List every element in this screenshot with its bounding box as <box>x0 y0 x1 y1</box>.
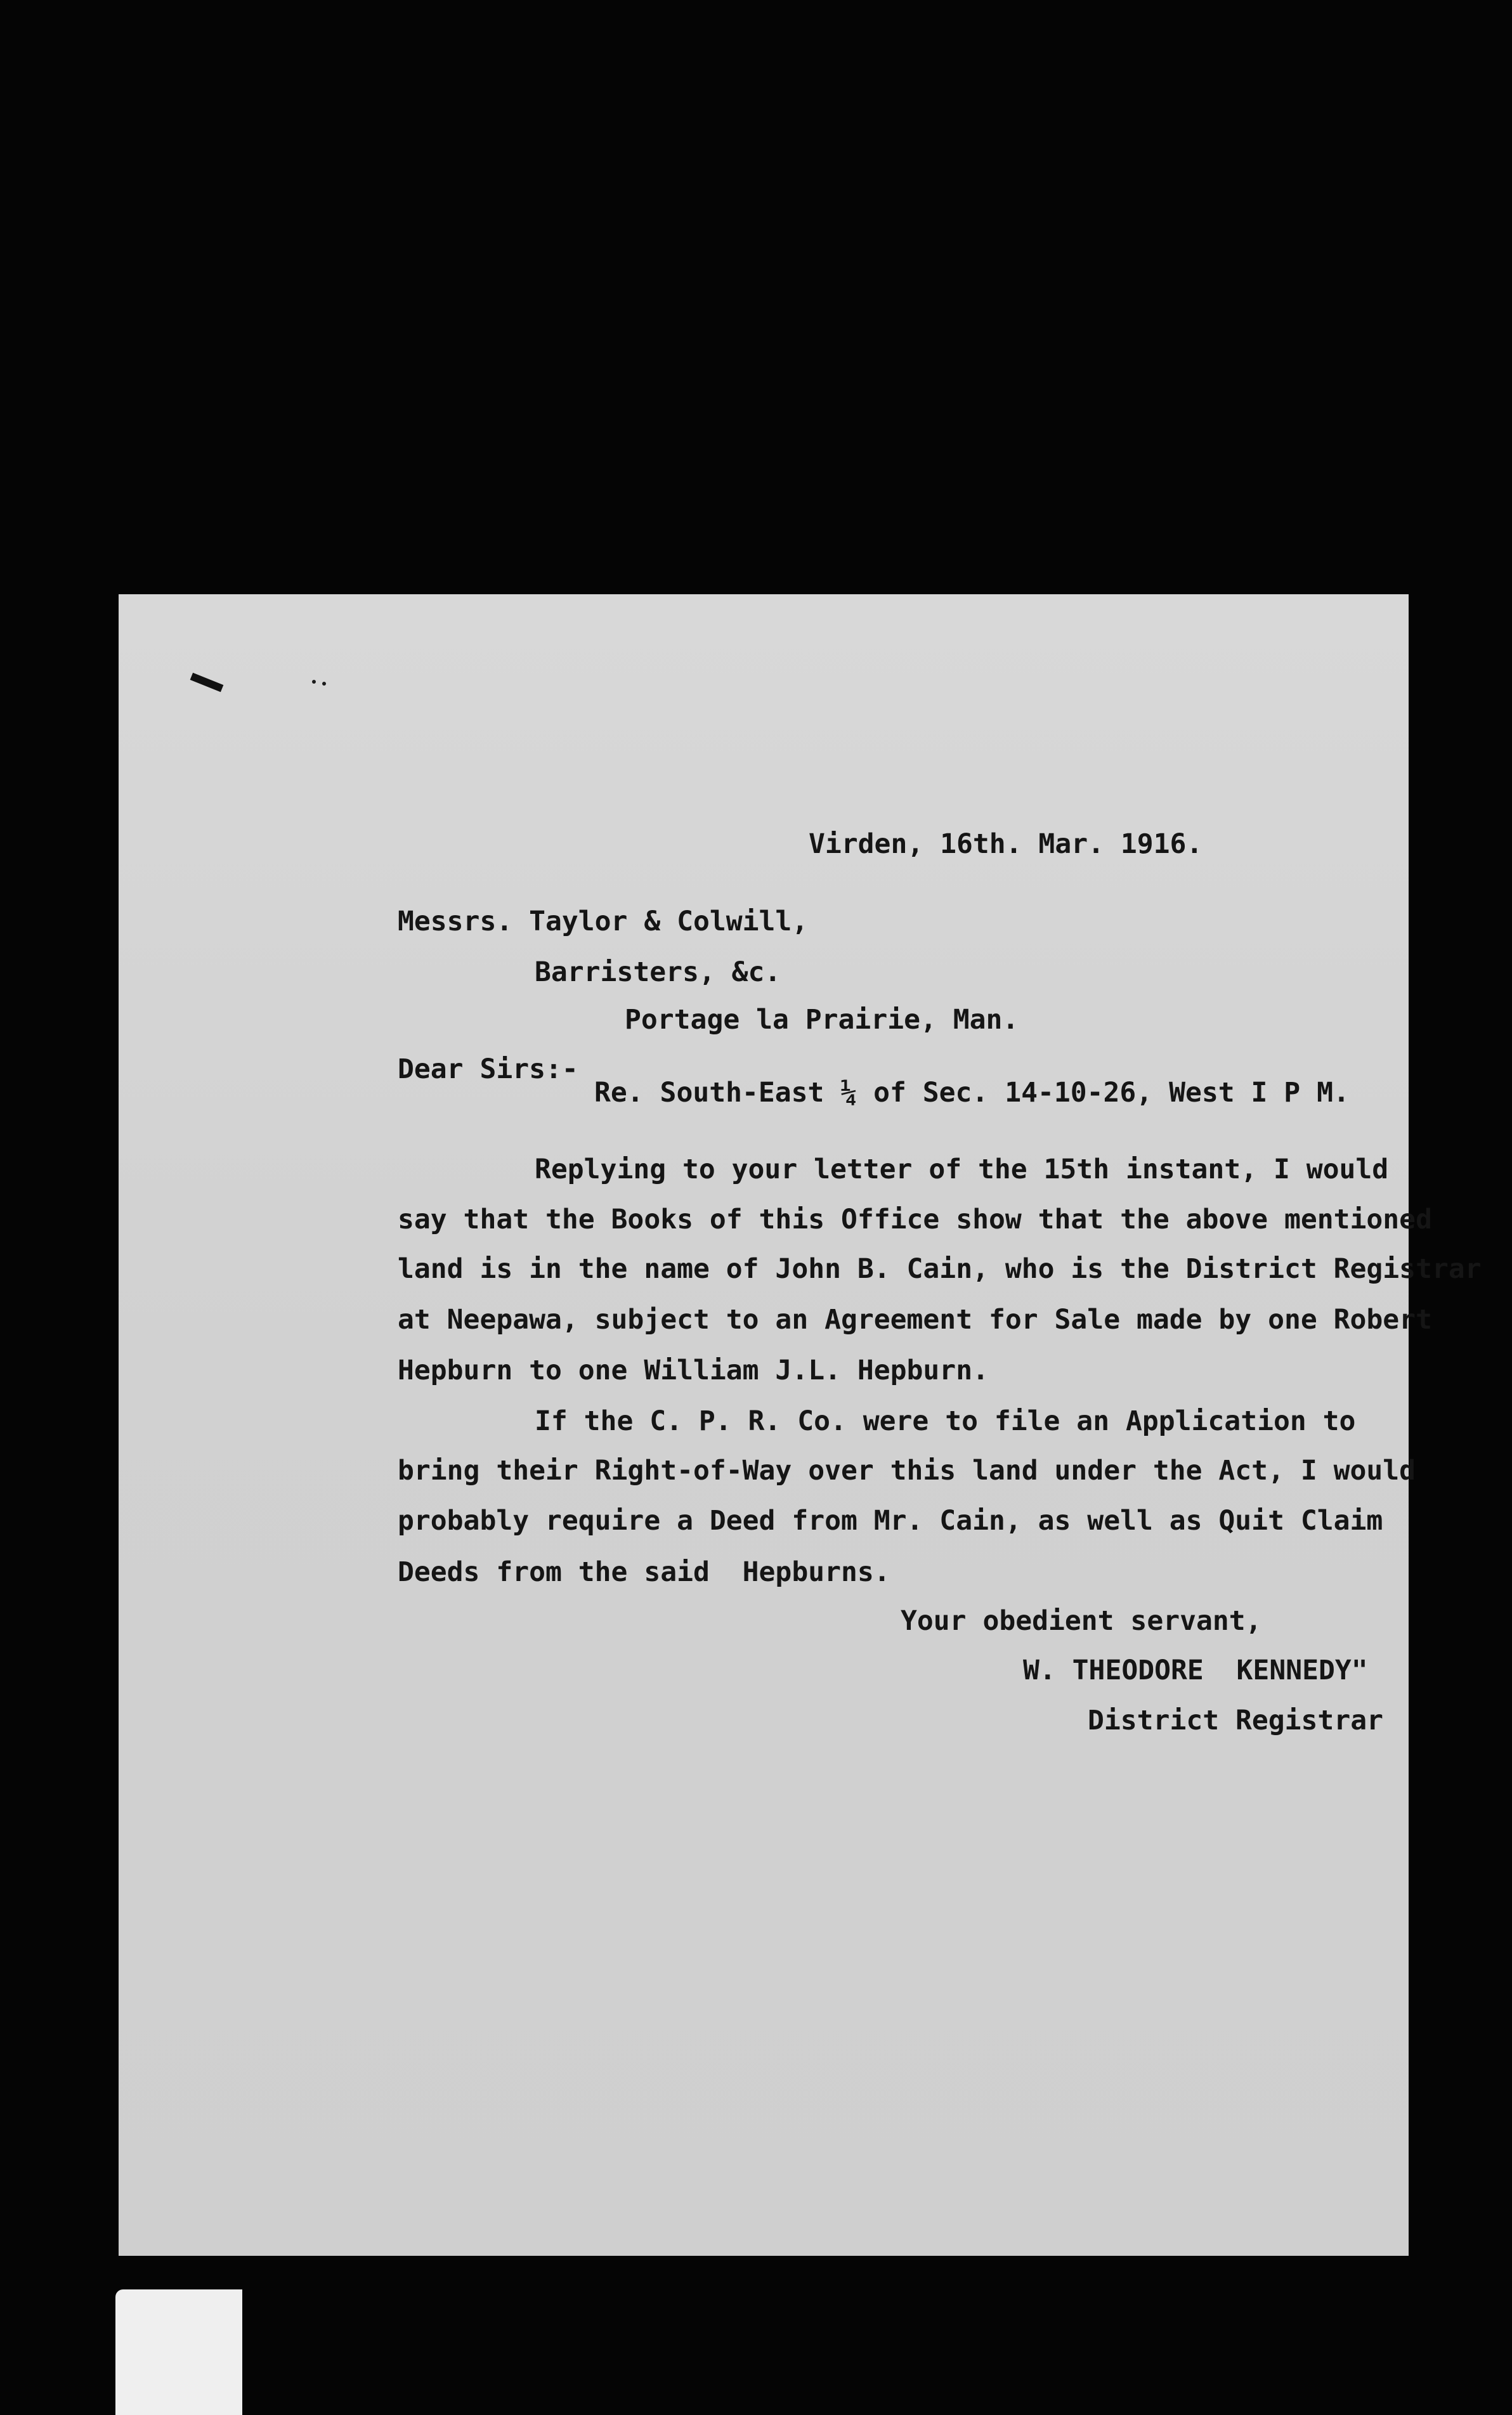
address-line-3: Portage la Prairie, Man. <box>625 1004 1019 1036</box>
body-line: Deeds from the said Hepburns. <box>398 1556 890 1588</box>
body-line: If the C. P. R. Co. were to file an Application to <box>535 1405 1356 1437</box>
film-speck <box>312 680 316 684</box>
body-line: land is in the name of John B. Cain, who is the District Registrar <box>398 1253 1482 1285</box>
letter-date: Virden, 16th. Mar. 1916. <box>809 828 1203 860</box>
address-line-2: Barristers, &c. <box>535 956 781 988</box>
body-line: at Neepawa, subject to an Agreement for Sale made by one Robert <box>398 1304 1432 1336</box>
body-line: Replying to your letter of the 15th instant, I would <box>535 1154 1389 1185</box>
salutation: Dear Sirs:- <box>398 1053 578 1085</box>
body-line: say that the Books of this Office show that the above mentioned <box>398 1204 1432 1235</box>
body-line: probably require a Deed from Mr. Cain, as well as Quit Claim <box>398 1505 1383 1537</box>
body-line: Hepburn to one William J.L. Hepburn. <box>398 1355 989 1386</box>
film-speck <box>322 682 326 686</box>
signer-title: District Registrar <box>1088 1705 1383 1736</box>
closing: Your obedient servant, <box>901 1605 1262 1637</box>
address-line-1: Messrs. Taylor & Colwill, <box>398 906 809 937</box>
subject-line: Re. South-East ¼ of Sec. 14-10-26, West I P M. <box>594 1077 1350 1109</box>
signature: W. THEODORE KENNEDY" <box>1023 1655 1368 1686</box>
body-line: bring their Right-of-Way over this land under the Act, I would <box>398 1455 1416 1487</box>
film-leader-tab <box>115 2289 242 2415</box>
